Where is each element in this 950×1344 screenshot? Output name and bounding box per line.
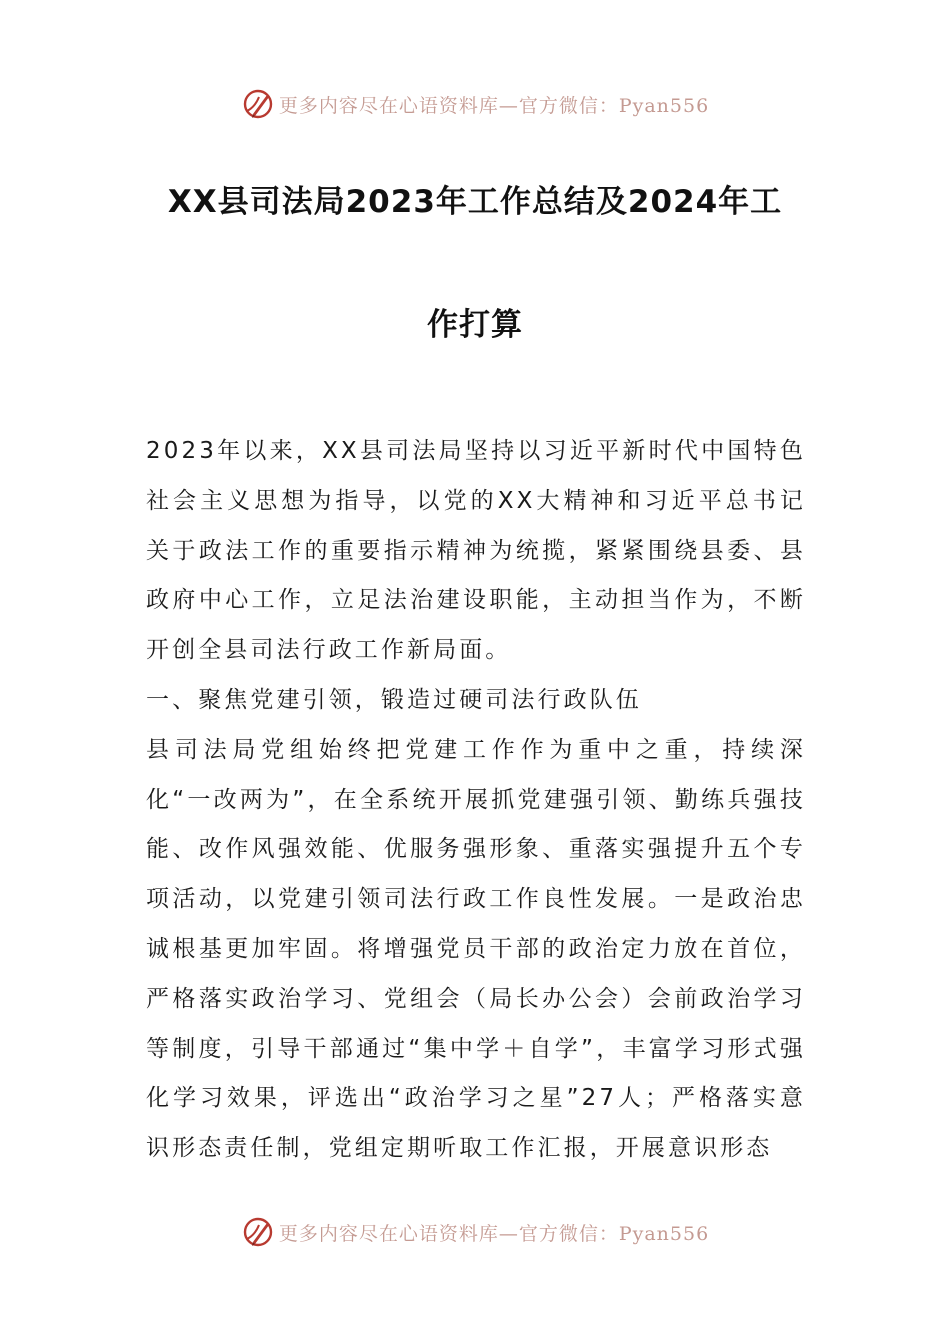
pen-logo-icon	[241, 87, 275, 121]
document-title-line-2: 作打算	[427, 307, 523, 343]
banner-text: 更多内容尽在心语资料库—官方微信：Pyan556	[278, 1222, 710, 1245]
section-heading: 一、聚焦党建引领，锻造过硬司法行政队伍	[146, 686, 642, 713]
document-title-line-1: XX县司法局2023年工作总结及2024年工	[167, 184, 783, 220]
header-banner	[0, 84, 950, 124]
intro-paragraph: 2023年以来，XX县司法局坚持以习近平新时代中国特色社会主义思想为指导，以党的XX大精神和习近平总书记关于政法工作的重要指示精神为统揽，紧紧围绕县委、县政府中心工作，立足法治建设职能，主动担当作为，不断开创全县司法行政工作新局面。	[146, 438, 806, 664]
pen-logo-icon	[241, 1215, 275, 1249]
banner-text: 更多内容尽在心语资料库—官方微信：Pyan556	[278, 94, 710, 117]
document-body	[146, 427, 806, 1174]
section-paragraph: 县司法局党组始终把党建工作作为重中之重，持续深化“一改两为”，在全系统开展抓党建强引领、勤练兵强技能、改作风强效能、优服务强形象、重落实强提升五个专项活动，以党建引领司法行政工作良性发展。一是政治忠诚根基更加牢固。将增强党员干部的政治定力放在首位，严格落实政治学习、党组会（局长办公会）会前政治学习等制度，引导干部通过“集中学＋自学”，丰富学习形式强化学习效果，评选出“政治学习之星”27人；严格落实意识形态责任制，党组定期听取工作汇报，开展意识形态	[146, 736, 806, 1162]
footer-banner	[0, 1212, 950, 1252]
